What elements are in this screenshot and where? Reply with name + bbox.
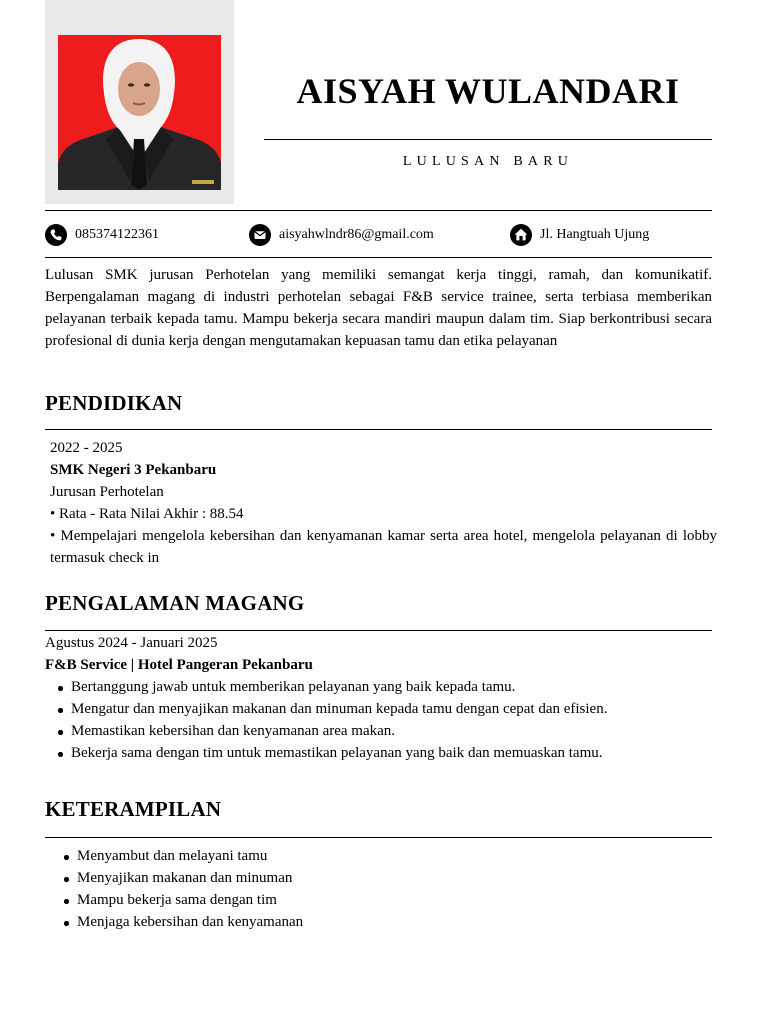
skills-list [51,845,651,933]
address: Jl. Hangtuah Ujung [540,227,650,242]
section-title-education: PENDIDIKAN [45,391,183,415]
list-item: Menyambut dan melayani tamu [51,845,651,867]
internship-role: F&B Service | Hotel Pangeran Pekanbaru [45,657,313,673]
contact-divider-bottom [45,257,712,258]
section-title-skills: KETERAMPILAN [45,797,222,821]
profile-summary: Lulusan SMK jurusan Perhotelan yang memiliki semangat kerja tinggi, ramah, dan komunikatif. Berpengalaman magang di industri perhotelan sebagai F&B service trainee, serta terbiasa memberikan pelayanan terbaik kepada tamu. Mampu bekerja secara mandiri maupun dalam tim. Siap berkontribusi secara profesional di dunia kerja dengan mengutamakan kepuasan tamu dan etika pelayanan [45,267,712,349]
phone-icon [45,224,67,246]
education-period: 2022 - 2025 [50,440,123,456]
internship-period: Agustus 2024 - Januari 2025 [45,635,218,651]
contact-email [249,222,434,248]
list-item: Bertanggung jawab untuk memberikan pelayanan yang baik kepada tamu. [45,676,725,698]
section-title-internship: PENGALAMAN MAGANG [45,591,305,615]
name-divider [264,139,712,140]
profile-photo [58,35,221,190]
contact-divider-top [45,210,712,211]
education-major: Jurusan Perhotelan [50,484,164,500]
list-item: Bekerja sama dengan tim untuk memastikan pelayanan yang baik dan memuaskan tamu. [45,742,725,764]
list-item: Memastikan kebersihan dan kenyamanan area makan. [45,720,725,742]
education-divider [45,429,712,430]
education-detail: • Mempelajari mengelola kebersihan dan kenyamanan kamar serta area hotel, mengelola pelayanan di lobby termasuk check in [50,528,717,566]
home-icon [510,224,532,246]
email-address: aisyahwlndr86@gmail.com [279,227,434,242]
internship-duties [45,676,725,764]
job-title: LULUSAN BARU [402,154,574,169]
list-item: Mengatur dan menyajikan makanan dan minuman kepada tamu dengan cepat dan efisien. [45,698,725,720]
phone-number: 085374122361 [75,227,159,242]
list-item: Menyajikan makanan dan minuman [51,867,651,889]
full-name: AISYAH WULANDARI [296,71,680,111]
list-item: Menjaga kebersihan dan kenyamanan [51,911,651,933]
education-grade: • Rata - Rata Nilai Akhir : 88.54 [50,506,244,522]
mail-icon [249,224,271,246]
education-school: SMK Negeri 3 Pekanbaru [50,462,217,478]
list-item: Mampu bekerja sama dengan tim [51,889,651,911]
internship-divider [45,630,712,631]
contact-phone [45,222,159,248]
skills-divider [45,837,712,838]
contact-address [510,222,649,248]
